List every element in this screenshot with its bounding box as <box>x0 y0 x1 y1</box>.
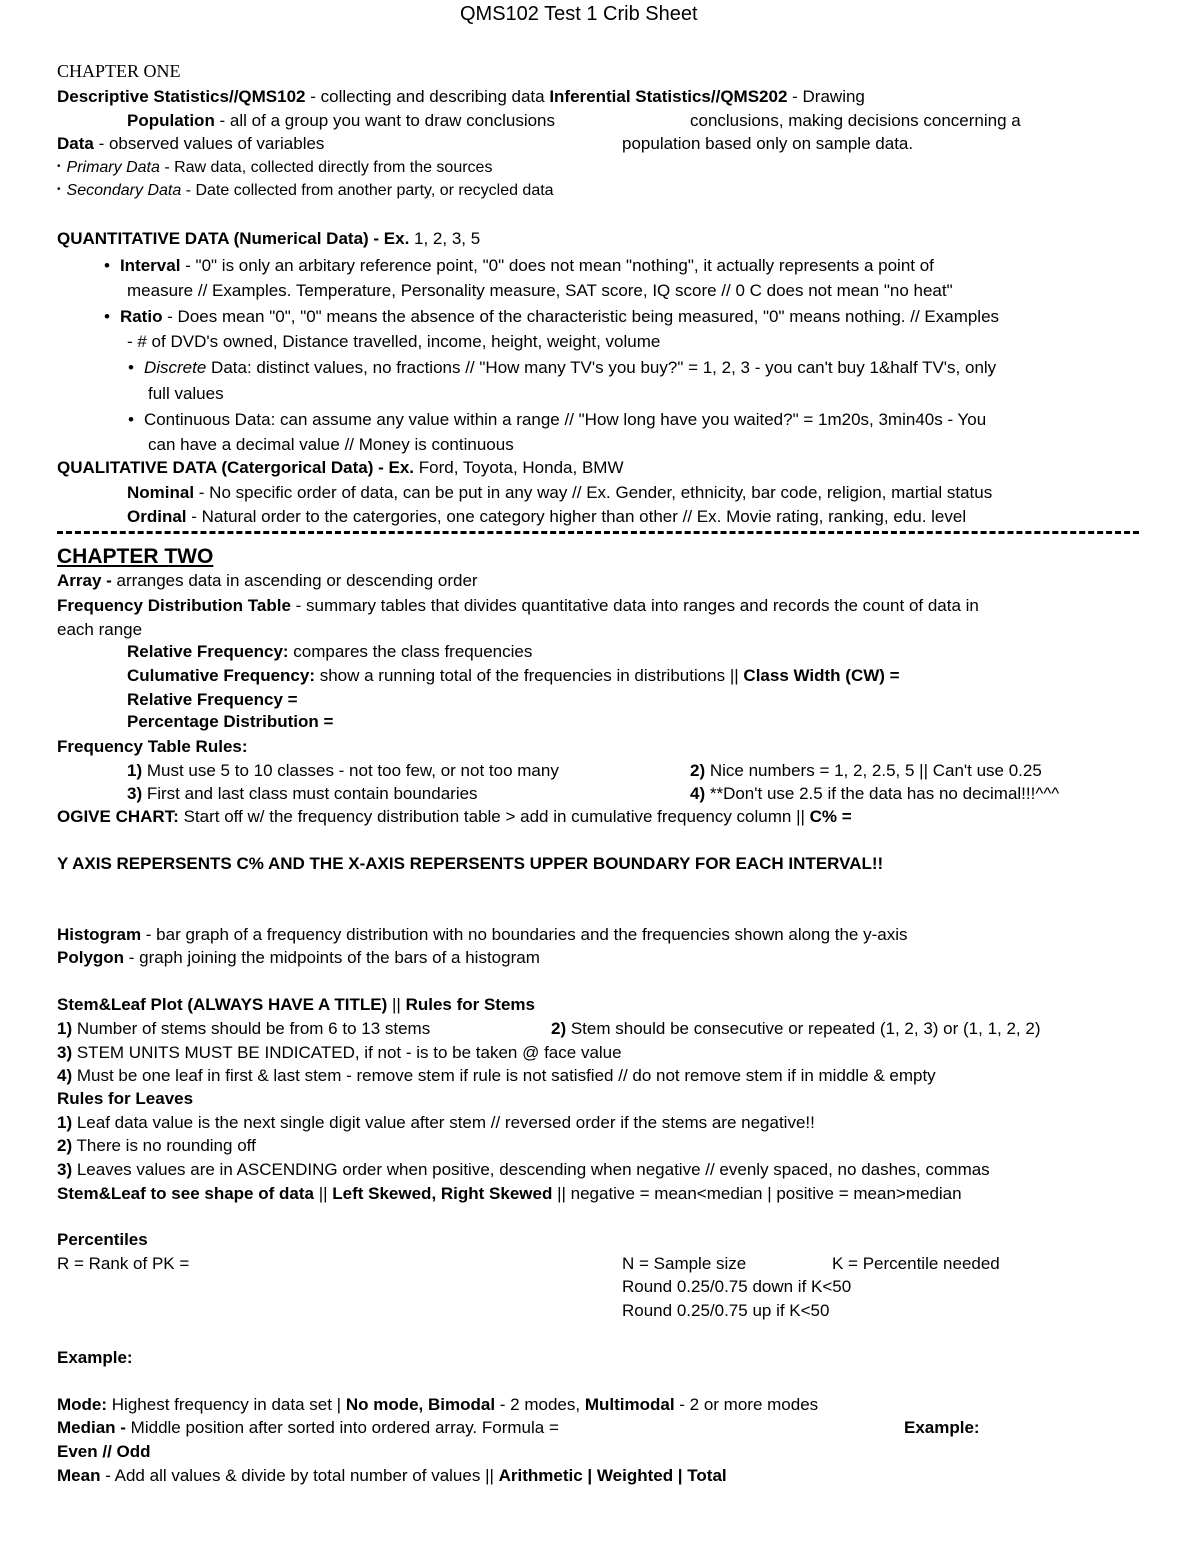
skew-term: Left Skewed, Right Skewed <box>332 1184 553 1203</box>
table-rule-2 <box>690 761 1042 781</box>
primary-data-item <box>57 157 492 178</box>
rule-text: Number of stems should be from 6 to 13 stems <box>72 1019 431 1038</box>
median-term: Median - <box>57 1418 126 1437</box>
shape-line <box>57 1184 962 1204</box>
percentage-distribution-equation: Percentage Distribution = <box>127 712 334 731</box>
bullet-icon: • <box>128 410 134 429</box>
discrete-term: Discrete <box>143 358 207 377</box>
relative-frequency-line <box>127 642 532 662</box>
rule-number: 2) <box>690 761 706 780</box>
round-down-note: Round 0.25/0.75 down if K<50 <box>622 1277 852 1296</box>
median-text: Middle position after sorted into ordered array. Formula = <box>125 1418 559 1437</box>
multimodal-text: - 2 or more modes <box>674 1395 819 1414</box>
leaf-rule-1 <box>57 1113 815 1133</box>
secondary-data-term: Secondary Data <box>66 182 182 199</box>
quantitative-example: 1, 2, 3, 5 <box>409 229 481 248</box>
fdt-term: Frequency Distribution Table <box>57 596 291 615</box>
even-odd-label: Even // Odd <box>57 1442 151 1461</box>
fdt-text-2: each range <box>57 620 143 639</box>
fdt-text-1: - summary tables that divides quantitative data into ranges and records the count of data in <box>290 596 979 615</box>
rule-number: 1) <box>127 761 143 780</box>
percentiles-heading: Percentiles <box>57 1230 148 1249</box>
rule-number: 3) <box>57 1043 73 1062</box>
stem-rule-4 <box>57 1066 936 1086</box>
ordinal-term: Ordinal <box>127 507 187 526</box>
qualitative-example: Ford, Toyota, Honda, BMW <box>414 458 624 477</box>
histogram-text: - bar graph of a frequency distribution with no boundaries and the frequencies shown along the y-axis <box>141 925 908 944</box>
mode-line <box>57 1395 818 1415</box>
rule-text: Must use 5 to 10 classes - not too few, or not too many <box>142 761 559 780</box>
round-up-note: Round 0.25/0.75 up if K<50 <box>622 1301 830 1320</box>
rule-text: Must be one leaf in first & last stem - remove stem if rule is not satisfied // do not remove stem if in middle & empty <box>72 1066 936 1085</box>
stem-rule-1 <box>57 1019 430 1039</box>
mean-line <box>57 1466 727 1486</box>
rule-number: 2) <box>57 1136 73 1155</box>
leaf-rule-2 <box>57 1136 256 1156</box>
median-example-label: Example: <box>904 1418 980 1437</box>
nominal-term: Nominal <box>127 483 195 502</box>
rank-formula: R = Rank of PK = <box>57 1254 190 1273</box>
table-rule-1 <box>127 761 559 781</box>
mode-text: Highest frequency in data set | <box>107 1395 346 1414</box>
stem-rule-2 <box>551 1019 1041 1039</box>
rule-number: 4) <box>690 784 706 803</box>
rule-text: There is no rounding off <box>72 1136 256 1155</box>
inferential-text-2: conclusions, making decisions concerning a <box>690 111 1021 130</box>
descriptive-stats-term: Descriptive Statistics//QMS102 <box>57 87 306 106</box>
stem-leaf-separator: || <box>387 995 406 1014</box>
leaf-rule-3 <box>57 1160 990 1180</box>
sample-size-note: N = Sample size <box>622 1254 747 1273</box>
histogram-line <box>57 925 908 945</box>
qualitative-heading <box>57 458 623 478</box>
population-text: - all of a group you want to draw conclusions <box>214 111 556 130</box>
ratio-term: Ratio <box>119 307 163 326</box>
rule-text: **Don't use 2.5 if the data has no decimal!!!^^^ <box>705 784 1060 803</box>
inferential-stats-term: Inferential Statistics//QMS202 <box>549 87 788 106</box>
rule-text: First and last class must contain boundaries <box>142 784 478 803</box>
leaves-rules-heading: Rules for Leaves <box>57 1089 194 1108</box>
interval-text-2: measure // Examples. Temperature, Personality measure, SAT score, IQ score // 0 C does not mean "no heat" <box>127 281 953 300</box>
mean-types: Arithmetic | Weighted | Total <box>498 1466 727 1485</box>
cumulative-frequency-text: show a running total of the frequencies in distributions || <box>315 666 744 685</box>
data-line <box>57 134 324 154</box>
median-line <box>57 1418 559 1438</box>
page-title: QMS102 Test 1 Crib Sheet <box>460 3 698 25</box>
rule-number: 3) <box>127 784 143 803</box>
rule-number: 3) <box>57 1160 73 1179</box>
cumulative-percent-term: C% = <box>809 807 852 826</box>
example-label: Example: <box>57 1348 133 1367</box>
bullet-icon: • <box>57 161 61 172</box>
primary-data-text: - Raw data, collected directly from the sources <box>159 159 493 176</box>
discrete-text-2: full values <box>148 384 224 403</box>
mode-term: Mode: <box>57 1395 108 1414</box>
continuous-text-2: can have a decimal value // Money is continuous <box>148 435 514 454</box>
shape-term: Stem&Leaf to see shape of data <box>57 1184 314 1203</box>
chapter-two-heading: CHAPTER TWO <box>57 545 214 568</box>
rule-number: 4) <box>57 1066 73 1085</box>
interval-item <box>104 256 934 276</box>
descriptive-stats-line <box>57 87 865 107</box>
descriptive-stats-text: - collecting and describing data <box>305 87 550 106</box>
secondary-data-text: - Date collected from another party, or recycled data <box>181 182 554 199</box>
array-term: Array - <box>57 571 112 590</box>
bullet-icon: • <box>128 358 134 377</box>
rule-text: STEM UNITS MUST BE INDICATED, if not - is to be taken @ face value <box>72 1043 622 1062</box>
bullet-icon: • <box>104 256 110 275</box>
quantitative-term: QUANTITATIVE DATA (Numerical Data) - Ex. <box>57 229 410 248</box>
polygon-term: Polygon <box>57 948 125 967</box>
ratio-text-1: - Does mean "0", "0" means the absence of the characteristic being measured, "0" means nothing. // Examples <box>162 307 1000 326</box>
axis-note: Y AXIS REPERSENTS C% AND THE X-AXIS REPERSENTS UPPER BOUNDARY FOR EACH INTERVAL!! <box>57 854 884 873</box>
rule-number: 2) <box>551 1019 567 1038</box>
stem-rule-3 <box>57 1043 622 1063</box>
stem-leaf-title: Stem&Leaf Plot (ALWAYS HAVE A TITLE) <box>57 995 388 1014</box>
mean-term: Mean <box>57 1466 101 1485</box>
quantitative-heading <box>57 229 480 249</box>
population-line <box>127 111 555 131</box>
no-mode-term: No mode, Bimodal <box>345 1395 496 1414</box>
stem-rules-title: Rules for Stems <box>405 995 535 1014</box>
ogive-term: OGIVE CHART: <box>57 807 179 826</box>
ratio-text-2: - # of DVD's owned, Distance travelled, income, height, weight, volume <box>127 332 661 351</box>
interval-text-1: - "0" is only an arbitary reference point, "0" does not mean "nothing", it actually represents a point of <box>180 256 934 275</box>
nominal-line <box>127 483 992 503</box>
shape-text: || negative = mean<median | positive = mean>median <box>552 1184 962 1203</box>
data-term: Data <box>57 134 94 153</box>
ratio-item <box>104 307 999 327</box>
bullet-icon: • <box>57 184 61 195</box>
histogram-term: Histogram <box>57 925 142 944</box>
percentile-needed-note: K = Percentile needed <box>832 1254 1000 1273</box>
table-rule-3 <box>127 784 478 804</box>
secondary-data-item <box>57 180 554 201</box>
continuous-text-1: Continuous Data: can assume any value within a range // "How long have you waited?" = 1m20s, 3min40s - You <box>143 410 987 429</box>
cumulative-frequency-term: Culumative Frequency: <box>127 666 315 685</box>
inferential-stats-text: - Drawing <box>787 87 865 106</box>
relative-frequency-text: compares the class frequencies <box>288 642 533 661</box>
primary-data-term: Primary Data <box>66 159 160 176</box>
rule-text: Stem should be consecutive or repeated (1, 2, 3) or (1, 1, 2, 2) <box>566 1019 1041 1038</box>
polygon-text: - graph joining the midpoints of the bars of a histogram <box>124 948 540 967</box>
array-line <box>57 571 478 591</box>
relative-frequency-term: Relative Frequency: <box>127 642 289 661</box>
section-divider <box>57 531 1139 534</box>
cumulative-frequency-line <box>127 666 900 686</box>
discrete-item <box>128 358 996 378</box>
chapter-one-heading: CHAPTER ONE <box>57 61 181 81</box>
bullet-icon: • <box>104 307 110 326</box>
rule-text: Nice numbers = 1, 2, 2.5, 5 || Can't use 0.25 <box>705 761 1042 780</box>
bimodal-text: - 2 modes, <box>495 1395 585 1414</box>
ogive-text: Start off w/ the frequency distribution table > add in cumulative frequency column || <box>178 807 810 826</box>
frequency-table-rules-heading: Frequency Table Rules: <box>57 737 248 756</box>
ordinal-line <box>127 507 966 527</box>
rule-number: 1) <box>57 1019 73 1038</box>
qualitative-term: QUALITATIVE DATA (Catergorical Data) - Ex. <box>57 458 415 477</box>
ogive-chart-line <box>57 807 852 827</box>
array-text: arranges data in ascending or descending order <box>111 571 478 590</box>
polygon-line <box>57 948 540 968</box>
data-text: - observed values of variables <box>93 134 325 153</box>
ordinal-text: - Natural order to the catergories, one category higher than other // Ex. Movie rating, ranking, edu. level <box>186 507 967 526</box>
nominal-text: - No specific order of data, can be put in any way // Ex. Gender, ethnicity, bar code, religion, martial status <box>194 483 993 502</box>
class-width-term: Class Width (CW) = <box>743 666 900 685</box>
rule-number: 1) <box>57 1113 73 1132</box>
multimodal-term: Multimodal <box>584 1395 675 1414</box>
shape-separator: || <box>313 1184 333 1203</box>
table-rule-4 <box>690 784 1059 804</box>
inferential-text-3: population based only on sample data. <box>622 134 914 153</box>
interval-term: Interval <box>119 256 181 275</box>
continuous-item <box>128 410 986 430</box>
stem-leaf-heading <box>57 995 535 1015</box>
mean-text: - Add all values & divide by total number of values || <box>100 1466 499 1485</box>
relative-frequency-equation: Relative Frequency = <box>127 690 298 709</box>
population-term: Population <box>127 111 215 130</box>
rule-text: Leaf data value is the next single digit value after stem // reversed order if the stems are negative!! <box>72 1113 815 1132</box>
discrete-text-1: Data: distinct values, no fractions // "How many TV's you buy?" = 1, 2, 3 - you can't buy 1&half TV's, only <box>206 358 997 377</box>
fdt-line <box>57 596 979 616</box>
rule-text: Leaves values are in ASCENDING order when positive, descending when negative // evenly spaced, no dashes, commas <box>72 1160 990 1179</box>
